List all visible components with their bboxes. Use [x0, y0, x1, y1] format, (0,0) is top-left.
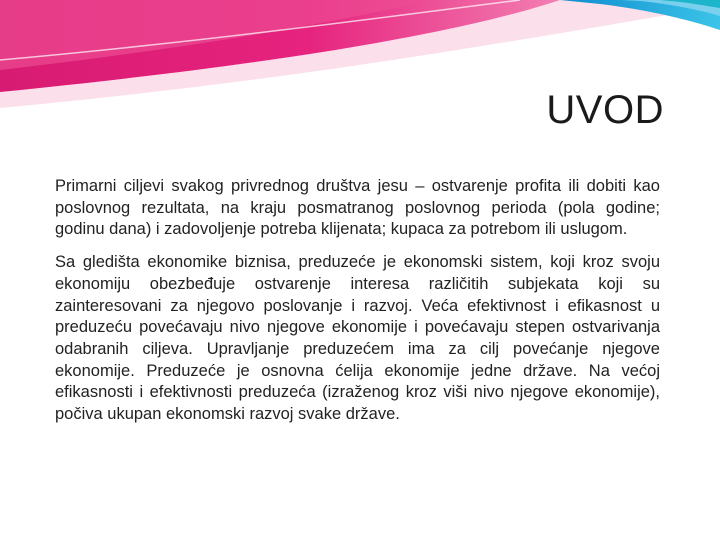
body-paragraph-1: Primarni ciljevi svakog privrednog društva jesu – ostvarenje profita ili dobiti kao poslovnog rezultata, na kraju posmatranog poslovnog perioda (pola godine; godinu dana) i zadovoljenje potreba klijenata; kupaca za potrebom ili uslugom.	[55, 177, 660, 239]
body-paragraph-2: Sa gledišta ekonomike biznisa, preduzeće je ekonomski sistem, koji kroz svoju ekonomiju obezbeđuje ostvarenje interesa različitih subjekata koji su zainteresovani za njegovo poslovanje i razvoj. Veća efektivnost i efikasnost u preduzeću povećavaju nivo njegove ekonomije i povećavaju stepen ostvarivanja odabranih ciljeva. Upravljanje preduzećem ima za cilj povećanje njegove ekonomije. Preduzeće je osnovna ćelija ekonomije jedne države. Na većoj efikasnosti i efektivnosti preduzeća (izraženog kroz viši nivo njegove ekonomije), počiva ukupan ekonomski razvoj svake države.	[55, 253, 660, 424]
slide-body	[55, 176, 660, 437]
slide-title: UVOD	[546, 88, 664, 132]
